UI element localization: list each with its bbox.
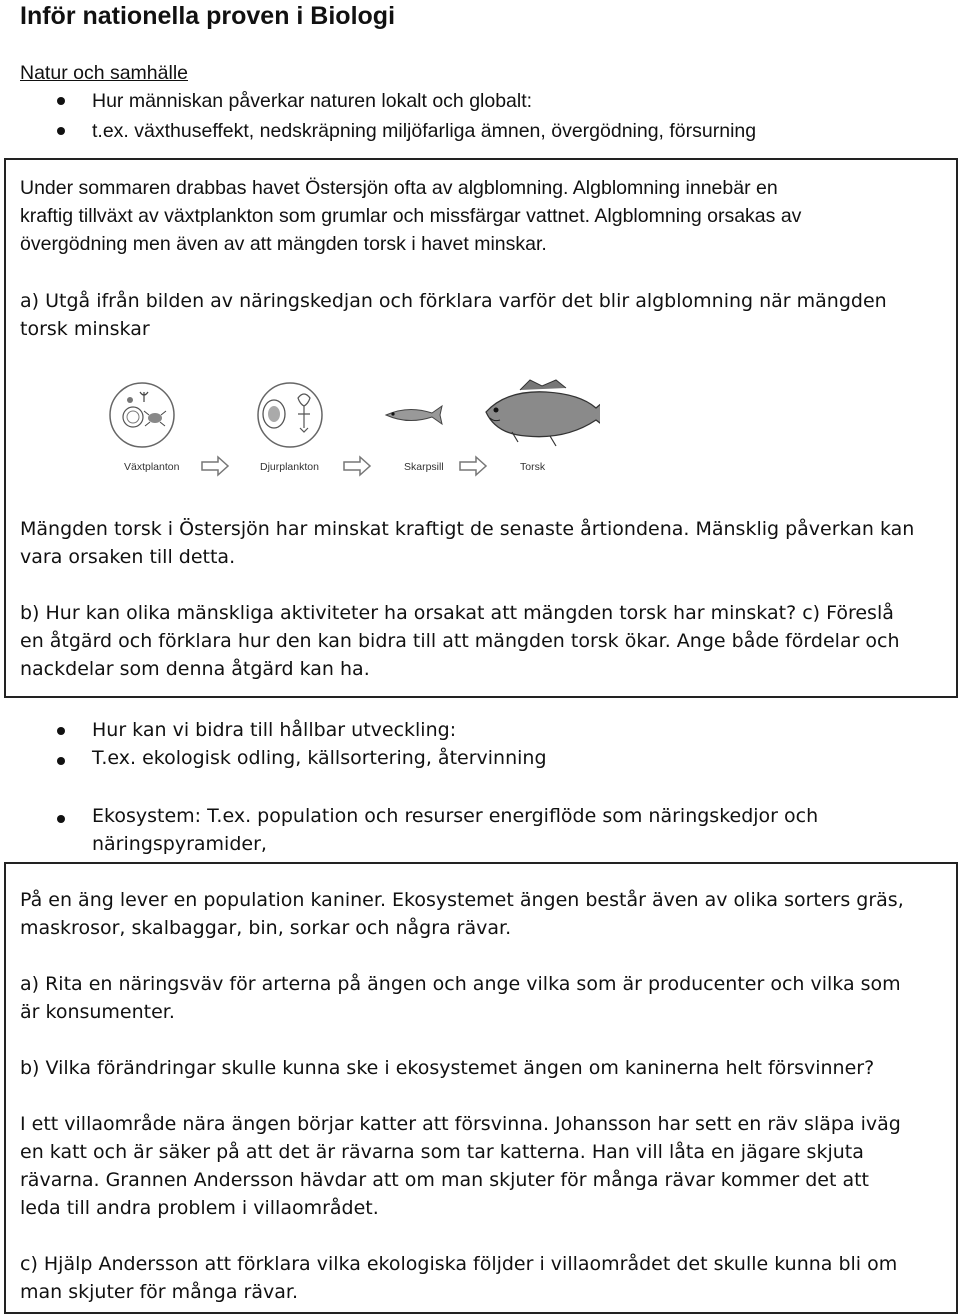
food-chain-figure [100, 370, 600, 480]
box-text-line: Mängden torsk i Östersjön har minskat kraftigt de senaste årtiondena. Mänsklig påverkan kan [20, 518, 915, 540]
question-a-line: a) Utgå ifrån bilden av näringskedjan och förklara varför det blir algblomning när mängden [20, 290, 887, 312]
arrow-icon [202, 457, 228, 475]
box-text-line: maskrosor, skalbaggar, bin, sorkar och några rävar. [20, 917, 512, 939]
sprat-icon [386, 406, 442, 424]
bullet-icon [57, 727, 65, 735]
bullet-text: T.ex. ekologisk odling, källsortering, återvinning [92, 747, 547, 769]
question-a-line: torsk minskar [20, 318, 150, 340]
arrow-icon [460, 457, 486, 475]
arrow-icon [344, 457, 370, 475]
bullet-icon [57, 127, 65, 135]
bullet-icon [57, 757, 65, 765]
question-bc-line: b) Hur kan olika mänskliga aktiviteter ha orsakat att mängden torsk har minskat? c) Föreslå [20, 602, 894, 624]
cod-icon [486, 380, 600, 446]
bullet-text: Ekosystem: T.ex. population och resurser energiflöde som näringskedjor och [92, 805, 819, 827]
phytoplankton-icon [110, 383, 174, 447]
story-line: leda till andra problem i villaområdet. [20, 1197, 379, 1219]
chain-label: Djurplankton [260, 461, 319, 473]
section-heading: Natur och samhälle [20, 62, 188, 84]
question-a-line: är konsumenter. [20, 1001, 175, 1023]
zooplankton-icon [258, 383, 322, 447]
bullet-text: Hur människan påverkar naturen lokalt och globalt: [92, 90, 533, 112]
question-c-line: c) Hjälp Andersson att förklara vilka ekologiska följder i villaområdet det skulle kunna bli om [20, 1253, 898, 1275]
chain-label: Torsk [520, 461, 546, 473]
chain-label: Växtplanton [124, 461, 180, 473]
intro-line: kraftig tillväxt av växtplankton som grumlar och missfärgar vattnet. Algblomning orsakas av [20, 205, 802, 227]
question-b-line: b) Vilka förändringar skulle kunna ske i ekosystemet ängen om kaninerna helt försvinner? [20, 1057, 875, 1079]
story-line: en katt och är säker på att det är rävarna som tar katterna. Han vill låta en jägare skjuta [20, 1141, 864, 1163]
question-a-line: a) Rita en näringsväv för arterna på ängen och ange vilka som är producenter och vilka som [20, 973, 901, 995]
story-line: rävarna. Grannen Andersson hävdar att om man skjuter för många rävar kommer det att [20, 1169, 869, 1191]
story-line: I ett villaområde nära ängen börjar katter att försvinna. Johansson har sett en räv släpa iväg [20, 1113, 901, 1135]
question-bc-line: nackdelar som denna åtgärd kan ha. [20, 658, 370, 680]
bullet-text: Hur kan vi bidra till hållbar utveckling: [92, 719, 457, 741]
intro-line: övergödning men även av att mängden torsk i havet minskar. [20, 233, 547, 255]
bullet-icon [57, 97, 65, 105]
box-text-line: vara orsaken till detta. [20, 546, 236, 568]
page-title: Inför nationella proven i Biologi [20, 2, 396, 30]
bullet-text: t.ex. växthuseffekt, nedskräpning miljöfarliga ämnen, övergödning, försurning [92, 120, 757, 142]
bullet-icon [57, 815, 65, 823]
box-text-line: På en äng lever en population kaniner. Ekosystemet ängen består även av olika sorters gräs, [20, 889, 904, 911]
intro-line: Under sommaren drabbas havet Östersjön ofta av algblomning. Algblomning innebär en [20, 177, 778, 199]
bullet-text: näringspyramider, [92, 833, 267, 855]
question-bc-line: en åtgärd och förklara hur den kan bidra till att mängden torsk ökar. Ange både fördelar och [20, 630, 900, 652]
question-c-line: man skjuter för många rävar. [20, 1281, 298, 1303]
chain-label: Skarpsill [404, 461, 444, 473]
